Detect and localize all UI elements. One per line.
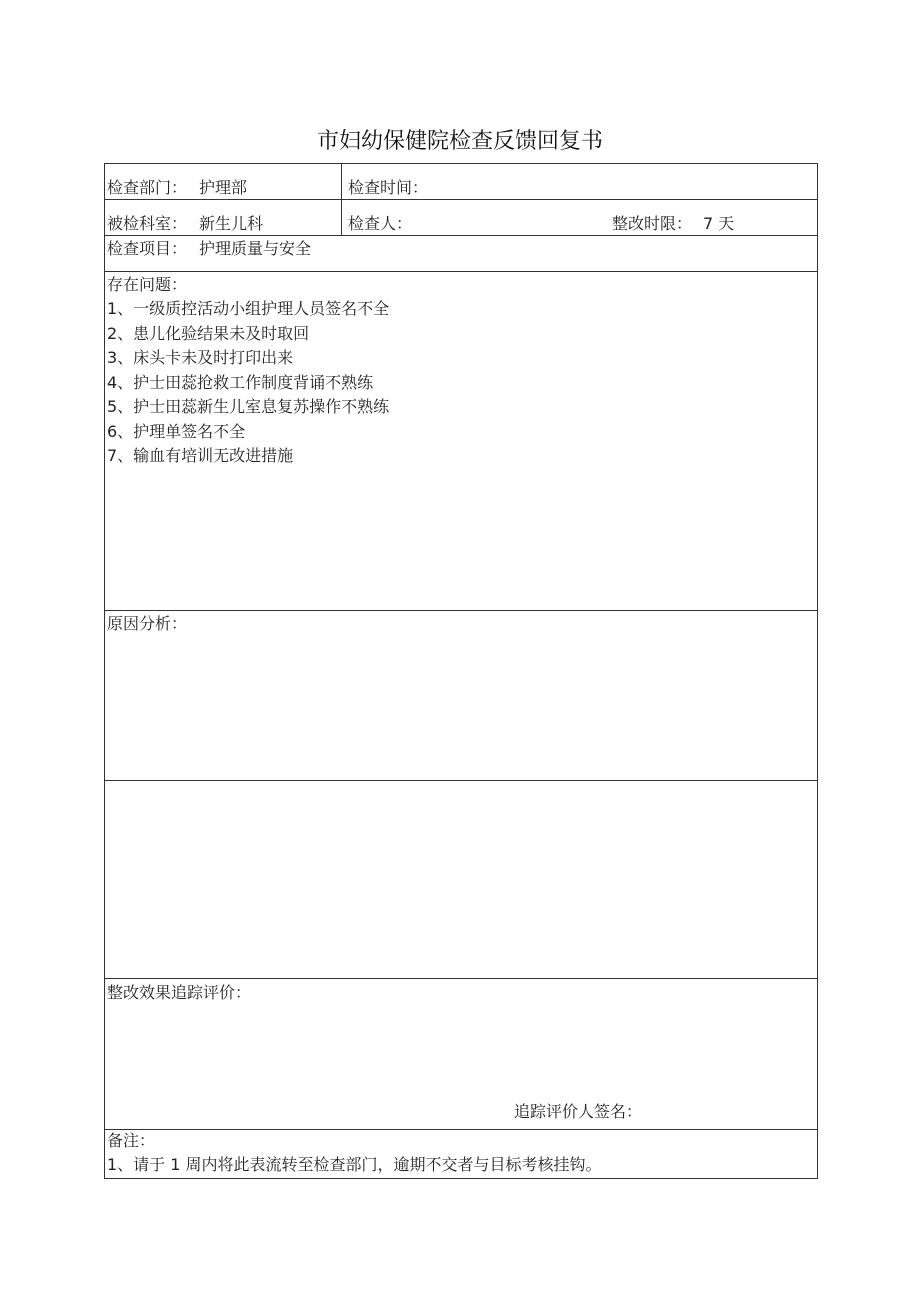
notes-line: 1、请于 1 周内将此表流转至检查部门，逾期不交者与目标考核挂钩。: [107, 1155, 602, 1174]
ward-value[interactable]: 新生儿科: [199, 214, 264, 233]
row-divider: [104, 978, 818, 979]
problem-item: 6、护理单签名不全: [107, 422, 246, 441]
notes-label: 备注：: [107, 1131, 156, 1150]
signature-label: 追踪评价人签名：: [514, 1102, 643, 1121]
inspector-label: 检查人：: [348, 214, 413, 233]
deadline-label: 整改时限：: [612, 214, 693, 233]
followup-label: 整改效果追踪评价：: [107, 983, 252, 1002]
time-label: 检查时间：: [348, 178, 429, 197]
time-field[interactable]: [430, 178, 810, 198]
page-title: 市妇幼保健院检查反馈回复书: [316, 129, 603, 154]
problem-item: 7、输血有培训无改进措施: [107, 446, 294, 465]
problem-item: 1、一级质控活动小组护理人员签名不全: [107, 299, 390, 318]
measures-field[interactable]: [106, 784, 816, 974]
dept-label: 检查部门：: [107, 178, 188, 197]
row-divider: [104, 271, 818, 272]
problem-item: 3、床头卡未及时打印出来: [107, 348, 294, 367]
row-divider: [104, 610, 818, 611]
row-divider: [104, 235, 818, 236]
row-divider: [104, 1129, 818, 1130]
row-divider: [104, 780, 818, 781]
signature-field[interactable]: [660, 1102, 810, 1122]
problem-item: 4、护士田蕊抢救工作制度背诵不熟练: [107, 373, 374, 392]
item-value[interactable]: 护理质量与安全: [199, 239, 312, 258]
problem-item: 5、护士田蕊新生儿室息复苏操作不熟练: [107, 397, 390, 416]
deadline-value[interactable]: 7 天: [703, 214, 735, 233]
problem-item: 2、患儿化验结果未及时取回: [107, 324, 310, 343]
dept-value[interactable]: 护理部: [199, 178, 248, 197]
cause-label: 原因分析：: [107, 614, 188, 633]
cause-field[interactable]: [106, 640, 816, 776]
followup-field[interactable]: [106, 1006, 816, 1096]
column-divider: [341, 163, 342, 235]
row-divider: [104, 199, 818, 200]
problems-label: 存在问题：: [107, 275, 188, 294]
item-label: 检查项目：: [107, 239, 188, 258]
ward-label: 被检科室：: [107, 214, 188, 233]
